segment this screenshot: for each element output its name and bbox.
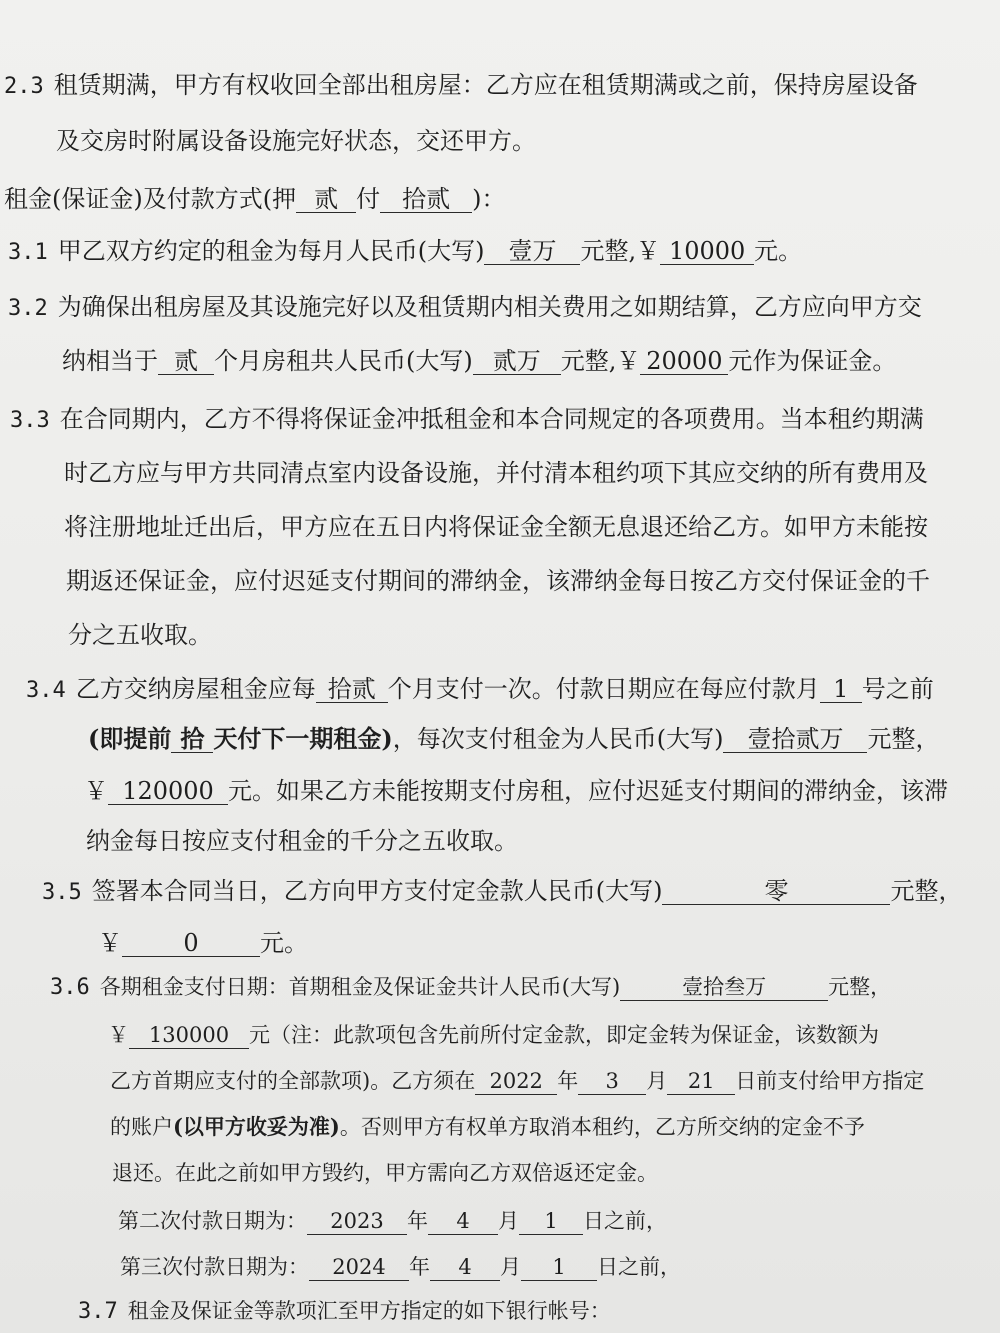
clause-3-4-line-2 bbox=[88, 724, 939, 754]
clause-text: 租赁期满，甲方有权收回全部出租房屋：乙方应在租赁期满或之前，保持房屋设备 bbox=[53, 71, 918, 99]
clause-3-2-line-1 bbox=[8, 292, 922, 324]
clause-3-5-line-1 bbox=[42, 876, 962, 908]
clause-text: 甲乙双方约定的租金为每月人民币(大写) bbox=[57, 237, 485, 265]
clause-2-3-line-1 bbox=[4, 70, 918, 102]
clause-3-3-line-2 bbox=[64, 458, 928, 488]
clause-3-6-line-2 bbox=[108, 1020, 879, 1050]
deposit-amount-field: 20000 bbox=[640, 348, 728, 375]
second-payment-date bbox=[118, 1206, 667, 1236]
clause-3-6-line-5 bbox=[112, 1158, 658, 1188]
clause-text: 元整,￥ bbox=[560, 347, 641, 375]
heading-text: )： bbox=[472, 185, 506, 213]
payment-interval-field: 拾贰 bbox=[316, 676, 388, 703]
yuan-symbol: ￥ bbox=[108, 1023, 129, 1047]
clause-text: 退还。在此之前如甲方毁约，甲方需向乙方双倍返还定金。 bbox=[112, 1161, 658, 1185]
clause-3-3-line-5 bbox=[68, 620, 212, 650]
clause-3-1 bbox=[8, 236, 802, 268]
third-payment-day: 1 bbox=[521, 1254, 597, 1281]
clause-text: 元（注：此款项包含先前所付定金款，即定金转为保证金，该数额为 bbox=[249, 1023, 879, 1047]
third-payment-year: 2024 bbox=[309, 1254, 409, 1281]
deposit-months-field: 贰 bbox=[296, 186, 356, 213]
first-payment-words-field: 壹拾叁万 bbox=[620, 974, 828, 1001]
clause-text: 元。 bbox=[754, 237, 803, 265]
year-label: 年 bbox=[409, 1255, 430, 1279]
clause-text: 元整,￥ bbox=[580, 237, 661, 265]
clause-3-6-line-3 bbox=[110, 1066, 924, 1096]
second-payment-day: 1 bbox=[519, 1208, 583, 1235]
monthly-rent-amount-field: 10000 bbox=[660, 238, 754, 265]
third-payment-month: 4 bbox=[430, 1254, 500, 1281]
clause-text: 乙方交纳房屋租金应每 bbox=[75, 675, 316, 703]
clause-text: 日之前， bbox=[597, 1255, 681, 1279]
clause-text: 在合同期内，乙方不得将保证金冲抵租金和本合同规定的各项费用。当本租约期满 bbox=[59, 405, 924, 433]
clause-text: 的账户 bbox=[110, 1115, 173, 1139]
clause-3-6-line-4 bbox=[110, 1112, 865, 1142]
clause-text-bold: (以甲方收妥为准) bbox=[173, 1114, 340, 1139]
clause-text-bold: 天付下一期租金) bbox=[213, 724, 393, 753]
payment-months-field: 拾贰 bbox=[380, 186, 472, 213]
clause-3-2-line-2 bbox=[62, 346, 896, 376]
month-label: 月 bbox=[500, 1255, 521, 1279]
year-label: 年 bbox=[557, 1069, 579, 1093]
second-payment-year: 2023 bbox=[307, 1208, 407, 1235]
clause-text: 纳相当于 bbox=[62, 347, 158, 375]
due-year-field: 2022 bbox=[475, 1068, 557, 1095]
clause-text: 各期租金支付日期：首期租金及保证金共计人民币(大写) bbox=[99, 975, 621, 999]
monthly-rent-words-field: 壹万 bbox=[484, 238, 580, 265]
clause-text: 期返还保证金，应付迟延支付期间的滞纳金，该滞纳金每日按乙方交付保证金的千 bbox=[66, 567, 930, 595]
clause-3-4-line-3 bbox=[84, 776, 948, 806]
heading-text: 租金(保证金)及付款方式(押 bbox=[4, 185, 297, 213]
clause-text: 租金及保证金等款项汇至甲方指定的如下银行帐号： bbox=[127, 1299, 611, 1323]
clause-text: 时乙方应与甲方共同清点室内设备设施，并付清本租约项下其应交纳的所有费用及 bbox=[64, 459, 928, 487]
due-day-field: 21 bbox=[667, 1068, 735, 1095]
rent-per-payment-words-field: 壹拾贰万 bbox=[723, 726, 867, 753]
advance-days-field: 拾 bbox=[171, 726, 213, 753]
clause-text: 个月房租共人民币(大写) bbox=[214, 347, 473, 375]
clause-3-3-line-4 bbox=[66, 566, 930, 596]
payment-day-field: 1 bbox=[820, 676, 862, 703]
payment-date-label: 第二次付款日期为： bbox=[118, 1209, 307, 1233]
payment-date-label: 第三次付款日期为： bbox=[120, 1255, 309, 1279]
due-month-field: 3 bbox=[578, 1068, 646, 1095]
clause-text: 日之前， bbox=[583, 1209, 667, 1233]
clause-number: 3.1 bbox=[8, 240, 48, 265]
year-label: 年 bbox=[407, 1209, 428, 1233]
clause-text: 分之五收取。 bbox=[68, 621, 212, 649]
third-payment-date bbox=[120, 1252, 681, 1282]
deposit-months-field: 贰 bbox=[158, 348, 214, 375]
clause-number: 3.7 bbox=[78, 1299, 118, 1324]
earnest-words-field: 零 bbox=[662, 878, 890, 905]
clause-3-6-line-1 bbox=[50, 972, 891, 1003]
clause-3-4-line-4 bbox=[86, 826, 518, 856]
clause-text: ，每次支付租金为人民币(大写) bbox=[392, 725, 724, 753]
clause-text: 元。如果乙方未能按期支付房租，应付迟延支付期间的滞纳金，该滞 bbox=[228, 777, 948, 805]
clause-3-3-line-1 bbox=[10, 404, 924, 436]
clause-number: 3.2 bbox=[8, 296, 48, 321]
clause-number: 3.3 bbox=[10, 408, 50, 433]
earnest-amount-field: 0 bbox=[122, 930, 260, 957]
clause-3-7 bbox=[78, 1296, 611, 1327]
clause-number: 3.4 bbox=[26, 678, 66, 703]
clause-3-4-line-1 bbox=[26, 674, 934, 706]
first-payment-amount-field: 130000 bbox=[129, 1022, 249, 1049]
section-3-heading bbox=[4, 184, 505, 214]
clause-text: 元。 bbox=[260, 929, 308, 957]
clause-text: 及交房时附属设备设施完好状态，交还甲方。 bbox=[56, 127, 536, 155]
clause-text: 纳金每日按应支付租金的千分之五收取。 bbox=[86, 827, 518, 855]
clause-text: 元整， bbox=[890, 877, 963, 905]
clause-2-3-line-2 bbox=[56, 126, 536, 156]
yuan-symbol: ￥ bbox=[98, 929, 122, 957]
clause-number: 3.5 bbox=[42, 880, 82, 905]
clause-text: 元整， bbox=[867, 725, 940, 753]
clause-text: 将注册地址迁出后，甲方应在五日内将保证金全额无息退还给乙方。如甲方未能按 bbox=[64, 513, 928, 541]
clause-text: 签署本合同当日，乙方向甲方支付定金款人民币(大写) bbox=[91, 877, 663, 905]
clause-text: 乙方首期应支付的全部款项)。乙方须在 bbox=[110, 1069, 476, 1093]
second-payment-month: 4 bbox=[428, 1208, 498, 1235]
clause-text: 元整， bbox=[828, 975, 892, 999]
yuan-symbol: ￥ bbox=[84, 777, 108, 805]
clause-text: 元作为保证金。 bbox=[728, 347, 897, 375]
heading-text: 付 bbox=[356, 185, 381, 213]
month-label: 月 bbox=[498, 1209, 519, 1233]
clause-3-5-line-2 bbox=[98, 928, 308, 958]
month-label: 月 bbox=[646, 1069, 668, 1093]
clause-number: 2.3 bbox=[4, 74, 44, 99]
deposit-words-field: 贰万 bbox=[473, 348, 561, 375]
clause-text: 日前支付给甲方指定 bbox=[735, 1069, 925, 1093]
clause-text: 个月支付一次。付款日期应在每应付款月 bbox=[387, 675, 820, 703]
rent-per-payment-amount-field: 120000 bbox=[108, 778, 228, 805]
clause-number: 3.6 bbox=[50, 975, 90, 1000]
clause-text: 号之前 bbox=[861, 675, 934, 703]
clause-text-bold: (即提前 bbox=[88, 724, 172, 753]
clause-3-3-line-3 bbox=[64, 512, 928, 542]
clause-text: 。否则甲方有权单方取消本租约，乙方所交纳的定金不予 bbox=[339, 1115, 865, 1139]
clause-text: 为确保出租房屋及其设施完好以及租赁期内相关费用之如期结算，乙方应向甲方交 bbox=[57, 293, 922, 321]
